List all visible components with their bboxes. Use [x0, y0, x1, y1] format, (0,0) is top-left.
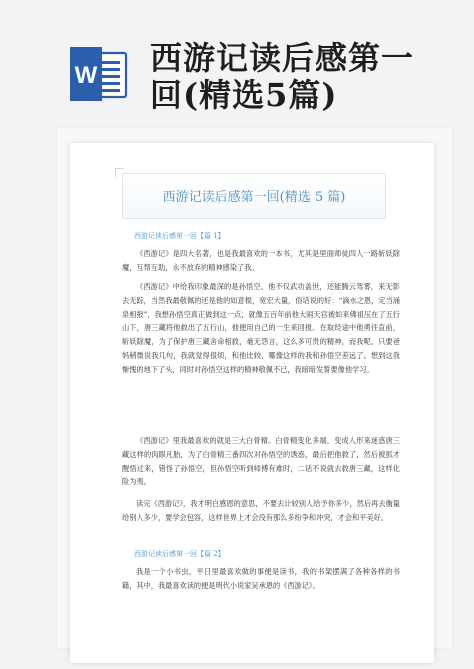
- section-heading-1: 西游记读后感第一回【篇 1】: [134, 232, 225, 240]
- paragraph-2: 《西游记》中给我印象最深的是孙悟空。他不仅武功盖世，还能腾云驾雾，来无影去无踪，当然我最敬佩的还是他的如意棍，宽宏大量，俗话说的好：“滴水之恩，定当涌泉相报”，我想孙悟空真正做到这一点，就像五百年前他大闹天宫被如来佛祖压在了五行山下，唐三藏将他救出了五行山，他便用自己的一生来回报。在取经途中他勇往直前，斩妖除魔，为了保护唐三藏舍命相救，毫无怨言，这么多可贵的精神，而我呢，只要爸妈稍微说我几句，我就觉得很烦，和他比较，哪像这样的我和孙悟空差远了。想到这我惭愧的地下了头，同时对孙悟空这样的精神敬佩不已，我暗暗发誓要像他学习。: [122, 282, 400, 374]
- doc-title-box: [122, 173, 386, 219]
- doc-title: 西游记读后感第一回(精选 5 篇): [162, 190, 346, 205]
- document-page: [70, 143, 434, 663]
- page-title-line-2: 回(精选5篇): [150, 76, 338, 114]
- word-doc-icon: [68, 45, 130, 103]
- paragraph-4: 读完《西游记》，我才明白感恩的意思，不要去计较别人给予你多少，然后再去衡量给别人多少，要学会包容，这样世界上才会没有那么多纷争和冲突，才会和平美好。: [122, 499, 400, 522]
- document-header: [0, 0, 474, 112]
- section-heading-2: 西游记读后感第一回【篇 2】: [134, 550, 225, 558]
- paragraph-5: 我是一个小书虫，平日里最喜欢做的事便是读书，我的书架摆满了各种各样的书籍，其中，我最喜欢读的便是明代小说家吴承恩的《西游记》。: [122, 567, 400, 590]
- paragraph-1: 《西游记》是四大名著，也是我最喜欢的一本书，尤其是里面师徒四人一路斩妖除魔，互帮互助，永不放弃的精神感染了我。: [122, 249, 400, 272]
- word-icon-letter: W: [74, 62, 98, 89]
- paragraph-3: 《西游记》里我最喜欢的就是三大白骨精。白骨精变化多端，变成人形来迷惑唐三藏这样的肉眼凡胎，为了白骨精三番四次对孙悟空的诱惑，最后把他救了，然后被抓才醒悟过来，错怪了孙悟空，但孙悟空听到师傅有难时，二话不说就去救唐三藏，这样化险为夷。: [122, 436, 400, 487]
- page-title-line-1: 西游记读后感第一: [150, 39, 415, 77]
